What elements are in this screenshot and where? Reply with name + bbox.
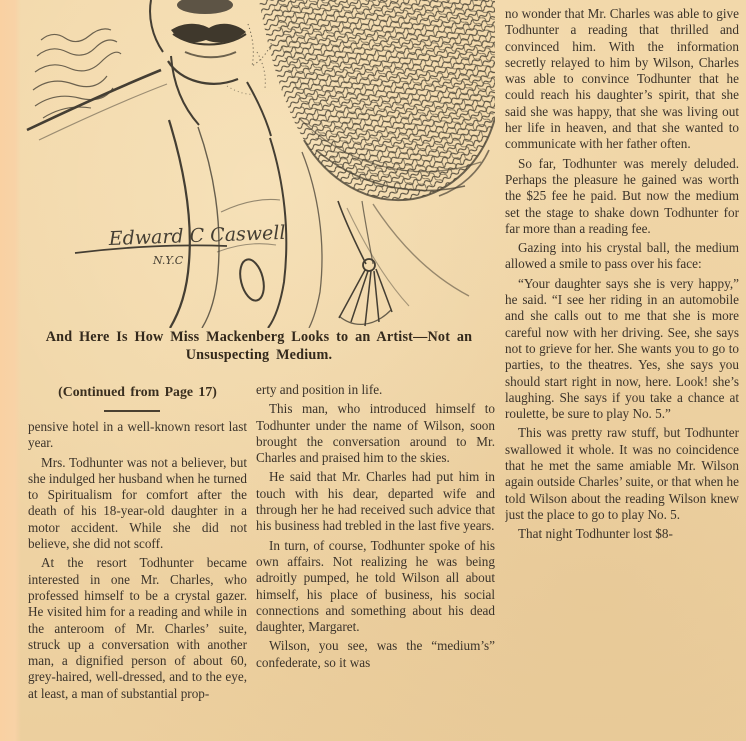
nose-shadow bbox=[177, 0, 233, 14]
signature-name: Edward C Caswell bbox=[108, 221, 286, 250]
paragraph: pensive hotel in a well-known resort last year. bbox=[28, 419, 247, 451]
paragraph: no wonder that Mr. Charles was able to give Todhunter a reading that thrilled and convinced him. With the information secretly relayed to him by Wilson, Charles was able to convince Todhunter that he could reach his daughter’s spirit, that she said she was happy, that she was living out her life in heaven, and that she wanted to communicate with her father often. bbox=[505, 6, 739, 152]
chin-line bbox=[168, 61, 238, 84]
scarf-loop bbox=[236, 257, 268, 303]
section-divider-rule bbox=[104, 410, 160, 412]
page-edge bbox=[0, 0, 21, 741]
signature-city: N.Y.C bbox=[153, 254, 184, 267]
shoulder-hair-strokes bbox=[33, 29, 121, 118]
paragraph: So far, Todhunter was merely deluded. Perhaps the pleasure he gained was worth the $25 fee he paid. But now the medium set the stage to shake down Todhunter for far more than a reading fee. bbox=[505, 155, 739, 236]
paragraph: That night Todhunter lost $8- bbox=[518, 526, 673, 542]
continued-note: (Continued from Page 17) bbox=[58, 384, 217, 399]
portrait-sketch bbox=[21, 0, 495, 328]
paragraph: This man, who introduced himself to Todhunter under the name of Wilson, soon brought the conversation around to Mr. Charles and praised him to the skies. bbox=[256, 401, 495, 466]
paragraph: erty and position in life. bbox=[256, 382, 383, 397]
illustration-caption: And Here Is How Miss Mackenberg Looks to an Artist—Not an Unsuspecting Medium. bbox=[45, 329, 473, 363]
paragraph: In turn, of course, Todhunter spoke of his own affairs. Not realizing he was being adroitly pumped, he told Wilson all about himself, his place of business, his social connections and something about his dead daughter, Margaret. bbox=[256, 537, 495, 635]
paragraph: This was pretty raw stuff, but Todhunter swallowed it whole. It was no coincidence that he met the same amiable Mr. Wilson again outside Charles’ suite, or that when he told Wilson about the reading Wilson knew just the place to go to play No. 5. bbox=[505, 425, 739, 522]
article-column-left bbox=[28, 419, 247, 741]
shoulder-line bbox=[27, 70, 167, 140]
paragraph: Mrs. Todhunter was not a believer, but she indulged her husband when he turned to Spiritualism for comfort after the death of his 18-year-old daughter in a motor accident. While she did not believe, she did not scoff. bbox=[28, 454, 247, 552]
paragraph: Wilson, you see, was the “medium’s” confederate, so it was bbox=[256, 638, 495, 670]
paragraph: “Your daughter says she is very happy,” he said. “I see her riding in an automobile and she calls out to me that she is more careful now with her driving. See, she says not to grieve for her. She wants you to go to parties, to the theatres. Yes, she says you should start right in now, here. Look! she’s laughing. She says if you take a chance at roulette, be sure to play No. 5.” bbox=[505, 275, 739, 422]
portrait-illustration bbox=[21, 0, 495, 328]
paragraph: He said that Mr. Charles had put him in touch with his dear, departed wife and through her he had received such advice that his business had trebled in the last five years. bbox=[256, 469, 495, 534]
face-features bbox=[150, 0, 273, 94]
neck-lines bbox=[171, 56, 271, 136]
article-column-right bbox=[505, 6, 739, 741]
paragraph: Gazing into his crystal ball, the medium allowed a smile to pass over his face: bbox=[505, 240, 739, 272]
paragraph: At the resort Todhunter became interested in one Mr. Charles, who professed himself to be a crystal gazer. He visited him for a reading and while in the anteroom of Mr. Charles’ suite, struck up a conversation with another man, a dignified person of about 60, grey-haired, well-dressed, and to the eye, at least, a man of substantial prop- bbox=[28, 555, 247, 701]
artist-signature bbox=[75, 222, 286, 267]
hair-mass bbox=[259, 0, 495, 306]
article-column-middle bbox=[256, 382, 495, 741]
